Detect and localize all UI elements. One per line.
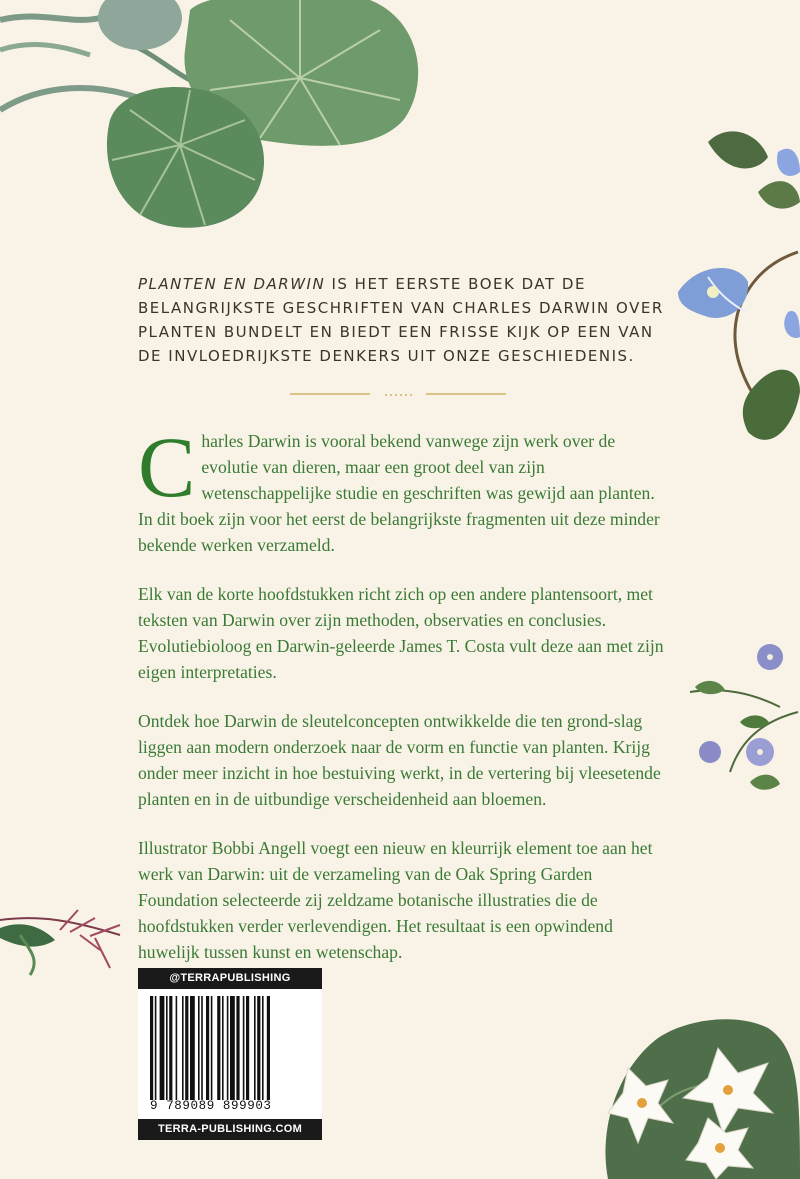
publisher-website: TERRA-PUBLISHING.COM bbox=[138, 1119, 322, 1140]
blurb-body bbox=[138, 419, 673, 988]
blurb-paragraph-3: Ontdek hoe Darwin de sleutelconcepten ontwikkelde die ten grond-slag liggen aan modern onderzoek naar de vorm en functie van planten. Krijg onder meer inzicht in hoe bestuiving werkt, in de vertering bij vleesetende planten en in de uitbundige verscheidenheid aan bloemen. bbox=[138, 711, 661, 809]
leaves-illustration-top-left bbox=[0, 0, 440, 240]
tagline bbox=[138, 272, 678, 368]
white-flowers-illustration-bottom-right bbox=[598, 1008, 800, 1179]
sprig-illustration-left bbox=[0, 890, 130, 980]
morning-glory-illustration-right bbox=[668, 112, 800, 472]
isbn-barcode-block bbox=[138, 968, 322, 1140]
blurb-paragraph-1: Charles Darwin is vooral bekend vanwege zijn werk over de evolutie van dieren, maar een groot deel van zijn wetenschappelijke studie en geschriften was gewijd aan planten. In dit boek zijn voor het eerst de belangrijkste fragmenten uit deze minder bekende werken verzameld. bbox=[138, 419, 660, 555]
blurb-paragraph-4: Illustrator Bobbi Angell voegt een nieuw en kleurrijk element toe aan het werk van Darwin: uit de verzameling van de Oak Spring Garden Foundation selecteerde zij zeldzame botanische illustraties die de hoofdstukken verder verlevendigen. Het resultaat is een opwindend huwelijk tussen kunst en wetenschap. bbox=[138, 838, 653, 962]
drop-cap: C bbox=[138, 419, 196, 515]
book-title: PLANTEN EN DARWIN bbox=[138, 275, 326, 293]
barcode bbox=[150, 996, 314, 1100]
isbn-number: 9 789089 899903 bbox=[150, 1099, 272, 1113]
ornamental-divider bbox=[290, 388, 510, 400]
periwinkle-illustration-right bbox=[680, 632, 800, 812]
publisher-handle: @TERRAPUBLISHING bbox=[138, 968, 322, 989]
blurb-paragraph-2: Elk van de korte hoofdstukken richt zich op een andere plantensoort, met teksten van Darwin over zijn methoden, observaties en conclusies. Evolutiebioloog en Darwin-geleerde James T. Costa vult deze aan met zijn eigen interpretaties. bbox=[138, 584, 664, 682]
tagline-text: IS HET EERSTE BOEK DAT DE BELANGRIJKSTE GESCHRIFTEN VAN CHARLES DARWIN OVER PLANTEN BUNDELT EN BIEDT EEN FRISSE KIJK OP EEN VAN DE INVLOEDRIJKSTE DENKERS UIT ONZE GESCHIEDENIS. bbox=[138, 275, 664, 365]
